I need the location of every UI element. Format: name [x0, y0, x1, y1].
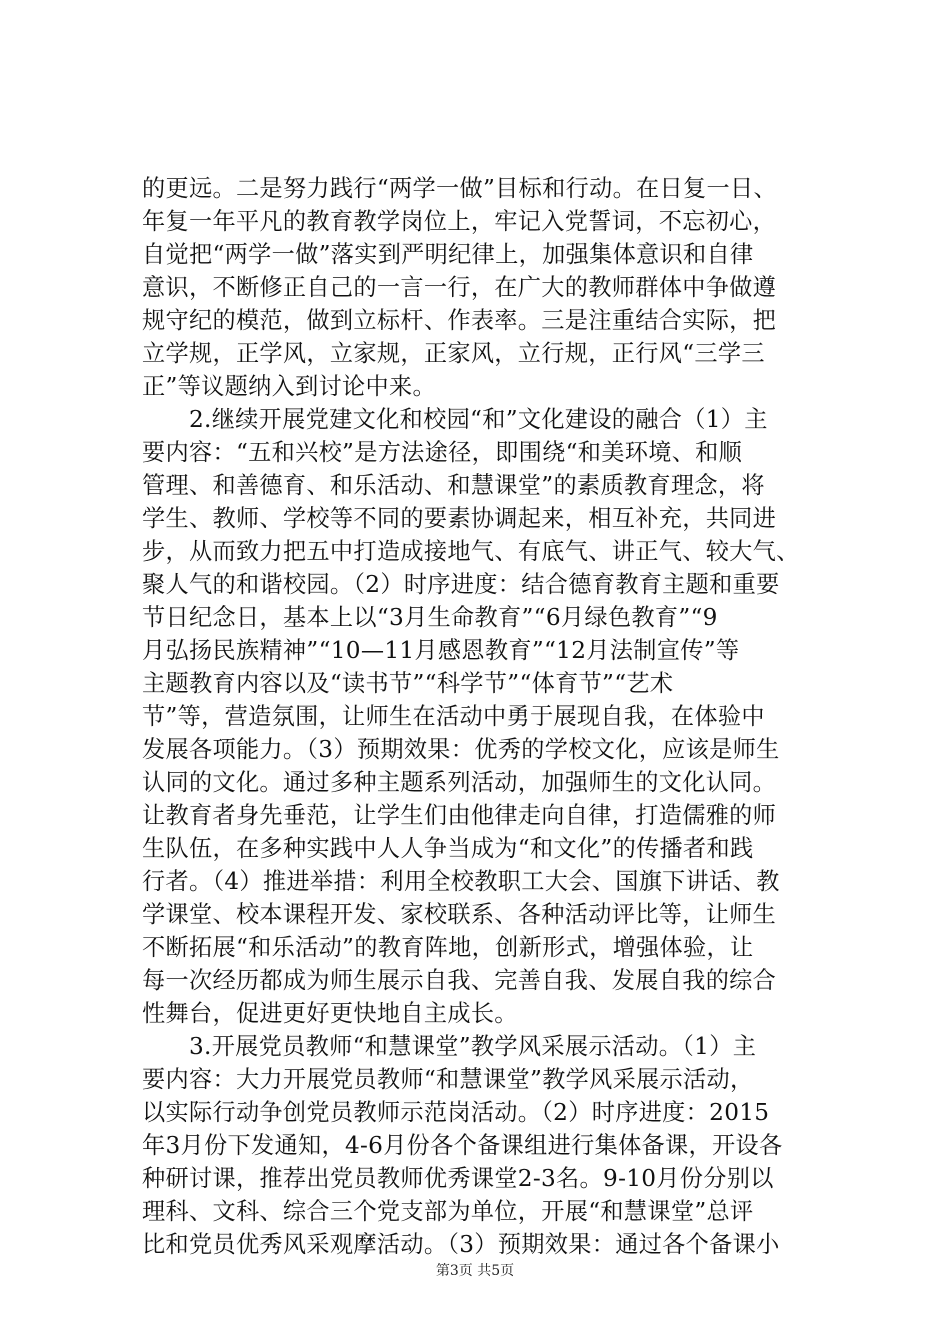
text-line: 自觉把“两学一做”落实到严明纪律上，加强集体意识和自律 [142, 241, 754, 268]
text-line: 学课堂、校本课程开发、家校联系、各种活动评比等，让师生 [142, 901, 777, 928]
text-line: 立学规，正学风，立家规，正家风，立行规，正行风“三学三 [142, 340, 765, 367]
text-line: 不断拓展“和乐活动”的教育阵地，创新形式，增强体验，让 [142, 934, 754, 961]
text-line: 节日纪念日，基本上以“3月生命教育”“6月绿色教育”“9 [142, 604, 718, 631]
text-line: 每一次经历都成为师生展示自我、完善自我、发展自我的综合 [142, 967, 777, 994]
text-line: 发展各项能力。（3）预期效果：优秀的学校文化，应该是师生 [142, 736, 780, 763]
text-line: 种研讨课，推荐出党员教师优秀课堂2-3名。9-10月份分别以 [142, 1165, 774, 1192]
text-line: 主题教育内容以及“读书节”“科学节”“体育节”“艺术 [142, 670, 674, 697]
text-line: 年3月份下发通知，4-6月份各个备课组进行集体备课，开设各 [142, 1132, 783, 1159]
text-line: 以实际行动争创党员教师示范岗活动。（2）时序进度：2015 [142, 1099, 770, 1126]
text-line: 节”等，营造氛围，让师生在活动中勇于展现自我，在体验中 [142, 703, 765, 730]
text-line: 让教育者身先垂范，让学生们由他律走向自律，打造儒雅的师 [142, 802, 777, 829]
text-line: 意识，不断修正自己的一言一行，在广大的教师群体中争做遵 [142, 274, 777, 301]
text-line: 管理、和善德育、和乐活动、和慧课堂”的素质教育理念，将 [142, 472, 765, 499]
text-line: 行者。（4）推进举措：利用全校教职工大会、国旗下讲话、教 [142, 868, 780, 895]
text-line: 学生、教师、学校等不同的要素协调起来，相互补充，共同进 [142, 505, 777, 532]
text-line: 理科、文科、综合三个党支部为单位，开展“和慧课堂”总评 [142, 1198, 754, 1225]
text-line: 2.继续开展党建文化和校园“和”文化建设的融合（1）主 [142, 406, 768, 433]
text-line: 生队伍，在多种实践中人人争当成为“和文化”的传播者和践 [142, 835, 754, 862]
text-line: 要内容：“五和兴校”是方法途径，即围绕“和美环境、和顺 [142, 439, 743, 466]
text-line: 的更远。二是努力践行“两学一做”目标和行动。在日复一日、 [142, 175, 777, 202]
text-line: 认同的文化。通过多种主题系列活动，加强师生的文化认同。 [142, 769, 777, 796]
text-line: 要内容：大力开展党员教师“和慧课堂”教学风采展示活动， [142, 1066, 754, 1093]
text-line: 规守纪的模范，做到立标杆、作表率。三是注重结合实际，把 [142, 307, 777, 334]
text-line: 年复一年平凡的教育教学岗位上，牢记入党誓词，不忘初心， [142, 208, 777, 235]
page-number-footer: 第3页 共5页 [435, 1263, 515, 1279]
text-line: 步，从而致力把五中打造成接地气、有底气、讲正气、较大气、 [142, 538, 800, 565]
text-line: 性舞台，促进更好更快地自主成长。 [142, 1000, 518, 1027]
text-line: 聚人气的和谐校园。（2）时序进度：结合德育教育主题和重要 [142, 571, 780, 598]
text-line: 月弘扬民族精神”“10—11月感恩教育”“12月法制宣传”等 [142, 637, 740, 664]
text-line: 比和党员优秀风采观摩活动。（3）预期效果：通过各个备课小 [142, 1231, 780, 1258]
text-line: 3.开展党员教师“和慧课堂”教学风采展示活动。（1）主 [142, 1033, 757, 1060]
text-line: 正”等议题纳入到讨论中来。 [142, 373, 437, 400]
